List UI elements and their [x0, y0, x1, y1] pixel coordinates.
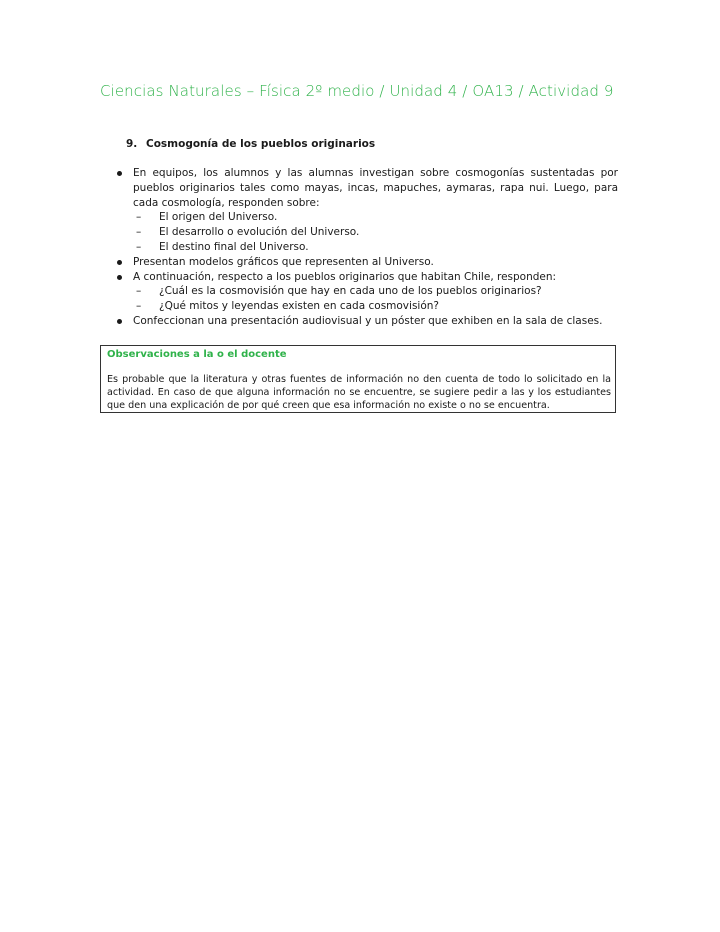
section-heading — [126, 138, 375, 150]
section-number: 9. — [126, 138, 138, 150]
sub-list-item: – El destino final del Universo. — [133, 240, 618, 255]
page-title: Ciencias Naturales – Física 2º medio / Unidad 4 / OA13 / Actividad 9 — [100, 82, 614, 100]
sub-list-item: – ¿Qué mitos y leyendas existen en cada cosmovisión? — [133, 299, 618, 314]
observations-text: Es probable que la literatura y otras fuentes de información no den cuenta de todo lo solicitado en la actividad. En caso de que alguna información no se encuentre, se sugiere pedir a las y los estudiantes que den una explicación de por qué creen que esa información no existe o no se encuentra. — [107, 374, 611, 412]
bullet-text: Confeccionan una presentación audiovisual y un póster que exhiben en la sala de clases. — [133, 314, 603, 327]
sub-list — [133, 284, 618, 314]
bullet-text: A continuación, respecto a los pueblos originarios que habitan Chile, responden: — [133, 270, 557, 283]
sub-list-item: – El desarrollo o evolución del Universo. — [133, 225, 618, 240]
sub-list-item: – ¿Cuál es la cosmovisión que hay en cada uno de los pueblos originarios? — [133, 284, 618, 299]
list-item — [114, 166, 618, 255]
list-item — [114, 255, 618, 270]
list-item — [114, 314, 618, 329]
section-title: Cosmogonía de los pueblos originarios — [146, 138, 376, 150]
list-item — [114, 270, 618, 314]
sub-list — [133, 210, 618, 254]
observations-title: Observaciones a la o el docente — [107, 349, 287, 360]
observations-box — [100, 345, 616, 413]
sub-list-item: – El origen del Universo. — [133, 210, 618, 225]
activity-content — [114, 166, 618, 329]
bullet-text: Presentan modelos gráficos que representen al Universo. — [133, 255, 434, 268]
bullet-text: En equipos, los alumnos y las alumnas investigan sobre cosmogonías sustentadas por pueblos originarios tales como mayas, incas, mapuches, aymaras, rapa nui. Luego, para cada cosmología, responden sobre: — [133, 167, 618, 209]
bullet-list — [114, 166, 618, 329]
